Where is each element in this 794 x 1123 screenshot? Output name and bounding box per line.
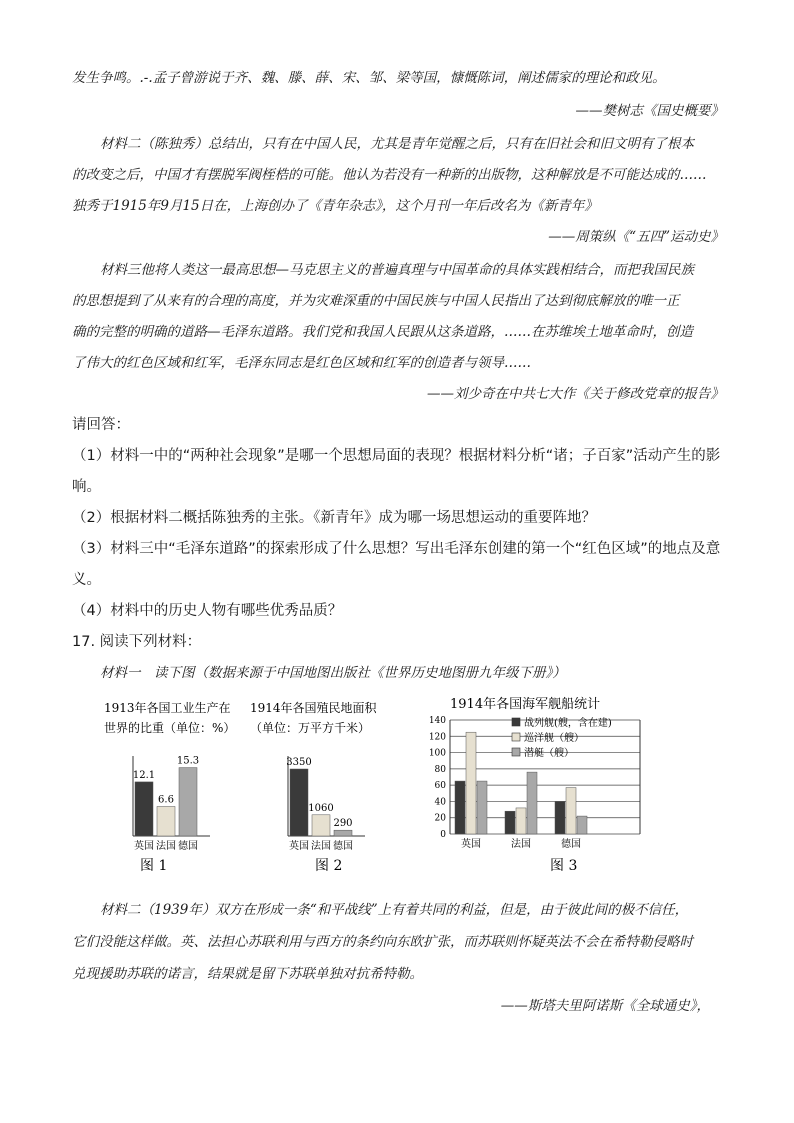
chart3-ytick-6: 120 <box>428 732 446 743</box>
chart3-ytick-5: 100 <box>428 748 446 759</box>
chart3-bar-0-2 <box>477 781 487 834</box>
chart-2 <box>250 700 378 874</box>
chart3-legend-label-1: 巡洋舰（艘） <box>524 733 584 744</box>
question-3-line-2: 义。 <box>72 572 101 588</box>
question-1-line-1: （1）材料一中的“两种社会现象”是哪一个思想局面的表现？根据材料分析“诸；子百家”活动产生的影 <box>72 448 721 464</box>
chart1-value-label-0: 12.1 <box>132 769 156 781</box>
q17-material2-line-1: 材料二（1939年）双方在形成一条“和平战线”上有着共同的利益，但是，由于彼此间的极不信任， <box>100 902 689 918</box>
chart-3 <box>429 696 640 874</box>
chart3-ytick-3: 60 <box>434 781 446 792</box>
material2-source: ——周策纵《“五四”运动史》 <box>548 229 724 245</box>
chart1-category-1: 法国 <box>156 841 176 852</box>
chart3-legend-label-2: 潜艇（艘） <box>524 748 574 759</box>
material1-source: ——樊树志《国史概要》 <box>575 103 724 119</box>
chart3-legend-label-0: 战列舰(艘，含在建) <box>524 718 612 729</box>
chart2-bar-2 <box>334 830 352 836</box>
q17-material2-line-3: 兑现援助苏联的诺言，结果就是留下苏联单独对抗希特勒。 <box>72 966 423 982</box>
chart1-value-label-1: 6.6 <box>158 794 174 806</box>
chart3-bar-0-0 <box>455 781 465 834</box>
chart3-caption: 图 3 <box>550 858 578 874</box>
chart2-category-1: 法国 <box>311 841 331 852</box>
chart2-title-line1: 1914年各国殖民地面积 <box>250 701 377 715</box>
chart3-ytick-7: 140 <box>428 716 446 726</box>
chart3-legend-swatch-1 <box>512 733 520 741</box>
material2-line-3: 独秀于1915年9月15日在，上海创办了《青年杂志》，这个月刊一年后改名为《新青年》 <box>72 198 598 214</box>
chart2-value-label-2: 290 <box>333 818 353 830</box>
material3-line-1: 材料三他将人类这一最高思想—马克思主义的普遍真理与中国革命的具体实践相结合，而把我国民族 <box>100 262 694 278</box>
chart3-category-2: 德国 <box>561 839 581 850</box>
charts-figure <box>100 688 660 883</box>
chart3-ytick-1: 20 <box>434 813 446 824</box>
chart3-ytick-4: 80 <box>434 764 446 775</box>
chart2-category-0: 英国 <box>289 841 309 852</box>
material2-line-2: 的改变之后，中国才有摆脱军阀桎梏的可能。他认为若没有一种新的出版物，这种解放是不可能达成的…… <box>72 167 707 183</box>
material3-source: ——刘少奇在中共七大作《关于修改党章的报告》 <box>427 386 724 402</box>
material3-line-4: 了伟大的红色区域和红军，毛泽东同志是红色区域和红军的创造者与领导…… <box>72 355 531 371</box>
question-1-line-2: 响。 <box>72 479 101 495</box>
chart2-caption: 图 2 <box>315 858 343 874</box>
chart3-title: 1914年各国海军舰船统计 <box>450 697 601 712</box>
material1-tail-line: 发生争鸣。.-.孟子曾游说于齐、魏、滕、薛、宋、邹、梁等国，慷慨陈词，阐述儒家的理论和政见。 <box>72 70 666 86</box>
chart1-category-0: 英国 <box>134 841 154 852</box>
chart3-category-1: 法国 <box>511 839 531 850</box>
material2-line-1: 材料二（陈独秀）总结出，只有在中国人民，尤其是青年觉醒之后，只有在旧社会和旧文明有了根本 <box>100 136 694 152</box>
chart3-bar-1-0 <box>505 811 515 834</box>
chart3-bar-0-1 <box>466 732 476 834</box>
chart2-category-2: 德国 <box>333 841 353 852</box>
chart3-bar-2-1 <box>566 788 576 834</box>
material3-line-2: 的思想提到了从来有的合理的高度，并为灾难深重的中国民族与中国人民指出了达到彻底解放的唯一正 <box>72 293 680 309</box>
chart3-bar-2-2 <box>577 816 587 834</box>
chart3-bar-1-2 <box>527 772 537 834</box>
chart3-legend-swatch-0 <box>512 718 520 726</box>
chart3-legend-swatch-2 <box>512 748 520 756</box>
question-3-line-1: （3）材料三中“毛泽东道路”的探索形成了什么思想？写出毛泽东创建的第一个“红色区域”的地点及意 <box>72 541 721 557</box>
chart2-title-line2: （单位：万平方千米） <box>250 721 371 735</box>
chart2-bar-0 <box>290 769 308 836</box>
chart3-ytick-0: 0 <box>440 830 446 840</box>
chart1-bar-2 <box>179 768 197 836</box>
q17-material1-caption: 材料一 读下图（数据来源于中国地图出版社《世界历史地图册九年级下册》） <box>100 665 566 681</box>
chart-1 <box>104 700 235 874</box>
chart1-bar-1 <box>157 806 175 836</box>
question-4: （4）材料中的历史人物有哪些优秀品质？ <box>72 603 343 619</box>
chart2-value-label-1: 1060 <box>308 802 334 814</box>
chart1-bar-0 <box>135 782 153 836</box>
chart1-caption: 图 1 <box>140 858 168 874</box>
chart3-bar-1-1 <box>516 808 526 834</box>
question-2: （2）根据材料二概括陈独秀的主张。《新青年》成为哪一场思想运动的重要阵地？ <box>72 510 596 526</box>
question-17-heading: 17. 阅读下列材料： <box>72 634 202 650</box>
chart2-value-label-0: 3350 <box>286 757 312 768</box>
questions-intro: 请回答： <box>72 417 130 433</box>
chart1-title-line2: 世界的比重（单位：%） <box>104 721 236 735</box>
q17-material2-source: ——斯塔夫里阿诺斯《全球通史》， <box>500 998 710 1014</box>
chart2-bar-1 <box>312 815 330 836</box>
chart1-value-label-2: 15.3 <box>176 755 200 767</box>
chart1-title-line1: 1913年各国工业生产在 <box>104 701 231 715</box>
chart1-category-2: 德国 <box>178 841 198 852</box>
material3-line-3: 确的完整的明确的道路—毛泽东道路。我们党和我国人民跟从这条道路，……在苏维埃土地革命时，创造 <box>72 324 693 340</box>
chart3-ytick-2: 40 <box>434 797 446 808</box>
chart3-category-0: 英国 <box>461 839 481 850</box>
chart3-bar-2-0 <box>555 801 565 834</box>
q17-material2-line-2: 它们没能这样做。英、法担心苏联利用与西方的条约向东欧扩张，而苏联则怀疑英法不会在希特勒侵略时 <box>72 934 693 950</box>
